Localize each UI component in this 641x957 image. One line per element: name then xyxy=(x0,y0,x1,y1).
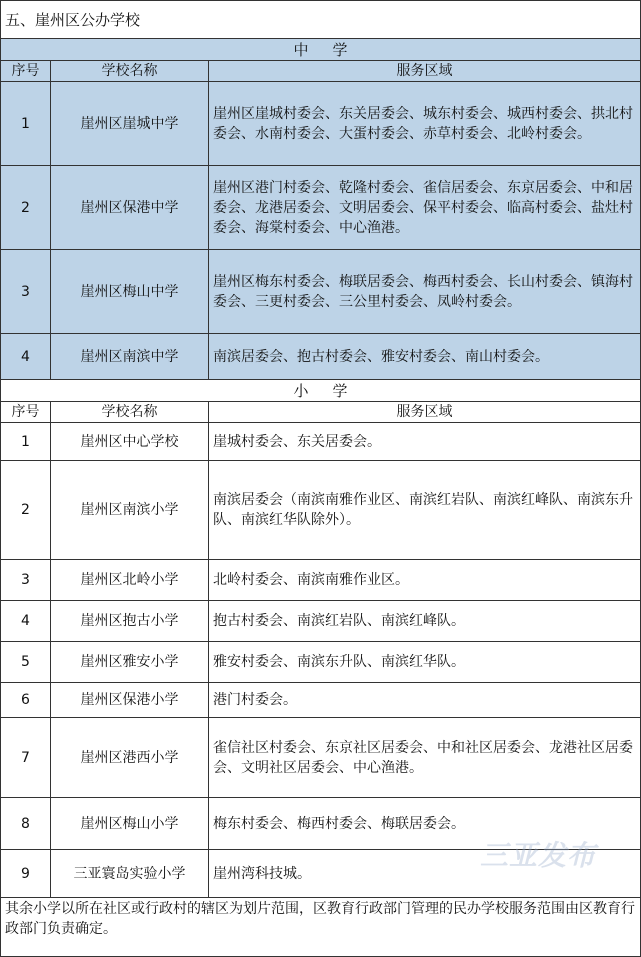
footer-note: 其余小学以所在社区或行政村的辖区为划片范围，区教育行政部门管理的民办学校服务范围由区教育行政部门负责确定。 xyxy=(1,898,641,957)
school-name: 崖州区保港中学 xyxy=(51,166,209,250)
service-area: 崖州湾科技城。 xyxy=(209,850,641,898)
table-title: 五、崖州区公办学校 xyxy=(1,1,641,39)
school-name: 崖州区雅安小学 xyxy=(51,642,209,683)
table-row xyxy=(1,250,641,334)
school-name: 崖州区抱古小学 xyxy=(51,601,209,642)
table-row xyxy=(1,718,641,798)
school-name: 崖州区南滨小学 xyxy=(51,461,209,560)
service-area: 港门村委会。 xyxy=(209,683,641,718)
section-label: 中学 xyxy=(1,39,641,61)
title-row xyxy=(1,1,641,39)
table-row xyxy=(1,461,641,560)
row-no: 1 xyxy=(1,423,51,461)
col-header-name: 学校名称 xyxy=(51,61,209,82)
service-area: 梅东村委会、梅西村委会、梅联居委会。 xyxy=(209,798,641,850)
row-no: 3 xyxy=(1,250,51,334)
service-area: 雀信社区村委会、东京社区居委会、中和社区居委会、龙港社区居委会、文明社区居委会、中心渔港。 xyxy=(209,718,641,798)
row-no: 5 xyxy=(1,642,51,683)
service-area: 崖城村委会、东关居委会。 xyxy=(209,423,641,461)
school-name: 崖州区崖城中学 xyxy=(51,82,209,166)
table-row xyxy=(1,850,641,898)
section-label: 小学 xyxy=(1,380,641,402)
middle-school-section xyxy=(1,39,641,380)
table-row xyxy=(1,642,641,683)
school-name: 崖州区北岭小学 xyxy=(51,560,209,601)
school-name: 崖州区梅山中学 xyxy=(51,250,209,334)
row-no: 4 xyxy=(1,601,51,642)
table-row xyxy=(1,423,641,461)
service-area: 北岭村委会、南滨南雅作业区。 xyxy=(209,560,641,601)
row-no: 6 xyxy=(1,683,51,718)
row-no: 2 xyxy=(1,461,51,560)
primary-school-section xyxy=(1,380,641,898)
school-name: 崖州区中心学校 xyxy=(51,423,209,461)
school-name: 崖州区南滨中学 xyxy=(51,334,209,380)
school-name: 崖州区保港小学 xyxy=(51,683,209,718)
row-no: 4 xyxy=(1,334,51,380)
table-row xyxy=(1,334,641,380)
row-no: 1 xyxy=(1,82,51,166)
col-header-name: 学校名称 xyxy=(51,402,209,423)
col-header-area: 服务区域 xyxy=(209,61,641,82)
header-row xyxy=(1,402,641,423)
col-header-area: 服务区域 xyxy=(209,402,641,423)
row-no: 2 xyxy=(1,166,51,250)
table-row xyxy=(1,798,641,850)
col-header-no: 序号 xyxy=(1,402,51,423)
row-no: 8 xyxy=(1,798,51,850)
school-name: 崖州区港西小学 xyxy=(51,718,209,798)
footer-row xyxy=(1,898,641,957)
service-area: 崖州区港门村委会、乾隆村委会、雀信居委会、东京居委会、中和居委会、龙港居委会、文明居委会、保平村委会、临高村委会、盐灶村委会、海棠村委会、中心渔港。 xyxy=(209,166,641,250)
table-row xyxy=(1,166,641,250)
table-row xyxy=(1,683,641,718)
row-no: 7 xyxy=(1,718,51,798)
table-row xyxy=(1,82,641,166)
table-row xyxy=(1,601,641,642)
service-area: 崖州区梅东村委会、梅联居委会、梅西村委会、长山村委会、镇海村委会、三更村委会、三公里村委会、凤岭村委会。 xyxy=(209,250,641,334)
school-name: 三亚寰岛实验小学 xyxy=(51,850,209,898)
section-row xyxy=(1,39,641,61)
school-name: 崖州区梅山小学 xyxy=(51,798,209,850)
service-area: 南滨居委会、抱古村委会、雅安村委会、南山村委会。 xyxy=(209,334,641,380)
service-area: 抱古村委会、南滨红岩队、南滨红峰队。 xyxy=(209,601,641,642)
row-no: 9 xyxy=(1,850,51,898)
table-row xyxy=(1,560,641,601)
watermark-logo: 三亚发布 xyxy=(480,839,597,872)
section-row xyxy=(1,380,641,402)
service-area: 南滨居委会（南滨南雅作业区、南滨红岩队、南滨红峰队、南滨东升队、南滨红华队除外）。 xyxy=(209,461,641,560)
header-row xyxy=(1,61,641,82)
row-no: 3 xyxy=(1,560,51,601)
col-header-no: 序号 xyxy=(1,61,51,82)
service-area: 雅安村委会、南滨东升队、南滨红华队。 xyxy=(209,642,641,683)
service-area: 崖州区崖城村委会、东关居委会、城东村委会、城西村委会、拱北村委会、水南村委会、大蛋村委会、赤草村委会、北岭村委会。 xyxy=(209,82,641,166)
